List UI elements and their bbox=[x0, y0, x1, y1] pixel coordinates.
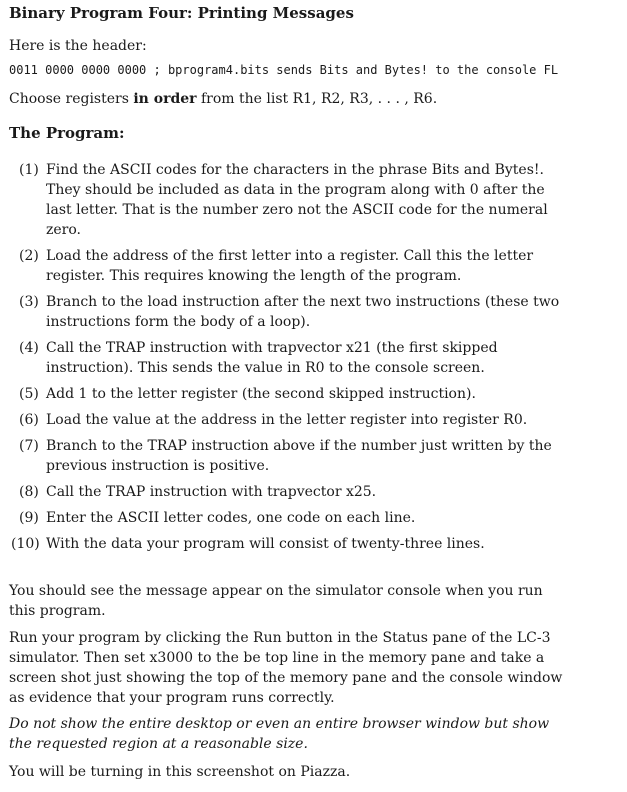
paragraph-run-instructions: Run your program by clicking the Run button in the Status pane of the LC-3 simulator. Then set x3000 to the be top line in the memory pane and take a screen shot just showing the top of the memory pane and the console window as evidence that your program runs correctly. bbox=[9, 630, 563, 706]
step-item bbox=[9, 436, 569, 476]
step-text: Load the value at the address in the letter register into register R0. bbox=[46, 412, 528, 428]
step-number: (8) bbox=[19, 484, 39, 500]
step-text: Branch to the load instruction after the next two instructions (these two instructions form the body of a loop). bbox=[46, 294, 560, 330]
choose-post: from the list R1, R2, R3, . . . , R6. bbox=[196, 91, 438, 107]
step-number: (10) bbox=[11, 536, 40, 552]
step-text: Enter the ASCII letter codes, one code on each line. bbox=[46, 510, 416, 526]
paragraph-run-message: You should see the message appear on the simulator console when you run this program. bbox=[9, 583, 543, 619]
header-code: 0011 0000 0000 0000 ; bprogram4.bits sends Bits and Bytes! to the console FL bbox=[9, 63, 559, 77]
step-item bbox=[9, 246, 569, 286]
step-text: With the data your program will consist of twenty-three lines. bbox=[46, 536, 485, 552]
step-number: (7) bbox=[19, 438, 39, 454]
step-number: (3) bbox=[19, 294, 39, 310]
step-item bbox=[9, 292, 569, 332]
step-number: (6) bbox=[19, 412, 39, 428]
header-intro: Here is the header: bbox=[9, 38, 147, 54]
step-item bbox=[9, 160, 569, 240]
screenshot-note-text: Do not show the entire desktop or even an entire browser window but show the requested region at a reasonable size. bbox=[9, 716, 550, 752]
choose-pre: Choose registers bbox=[9, 91, 134, 107]
step-item bbox=[9, 338, 569, 378]
step-item bbox=[9, 482, 569, 502]
step-item bbox=[9, 410, 569, 430]
step-text: Branch to the TRAP instruction above if the number just written by the previous instruction is positive. bbox=[46, 438, 552, 474]
choose-registers-line bbox=[9, 91, 437, 107]
step-number: (9) bbox=[19, 510, 39, 526]
step-item bbox=[9, 508, 569, 528]
paragraph-piazza: You will be turning in this screenshot on Piazza. bbox=[9, 764, 351, 780]
step-number: (1) bbox=[19, 162, 39, 178]
program-heading: The Program: bbox=[9, 124, 125, 142]
step-number: (5) bbox=[19, 386, 39, 402]
choose-bold: in order bbox=[133, 91, 197, 107]
step-item bbox=[9, 384, 569, 404]
step-text: Call the TRAP instruction with trapvector x25. bbox=[46, 484, 377, 500]
step-number: (4) bbox=[19, 340, 39, 356]
program-steps-list bbox=[9, 160, 569, 554]
step-text: Load the address of the first letter into a register. Call this the letter register. This requires knowing the length of the program. bbox=[46, 248, 534, 284]
step-text: Add 1 to the letter register (the second skipped instruction). bbox=[46, 386, 476, 402]
step-text: Find the ASCII codes for the characters in the phrase Bits and Bytes!. They should be included as data in the program along with 0 after the last letter. That is the number zero not the ASCII code for the numeral zero. bbox=[46, 162, 548, 238]
step-item bbox=[9, 534, 569, 554]
paragraph-screenshot-note bbox=[9, 714, 569, 754]
step-number: (2) bbox=[19, 248, 39, 264]
page-title: Binary Program Four: Printing Messages bbox=[9, 4, 354, 22]
step-text: Call the TRAP instruction with trapvector x21 (the first skipped instruction). This sends the value in R0 to the console screen. bbox=[46, 340, 498, 376]
